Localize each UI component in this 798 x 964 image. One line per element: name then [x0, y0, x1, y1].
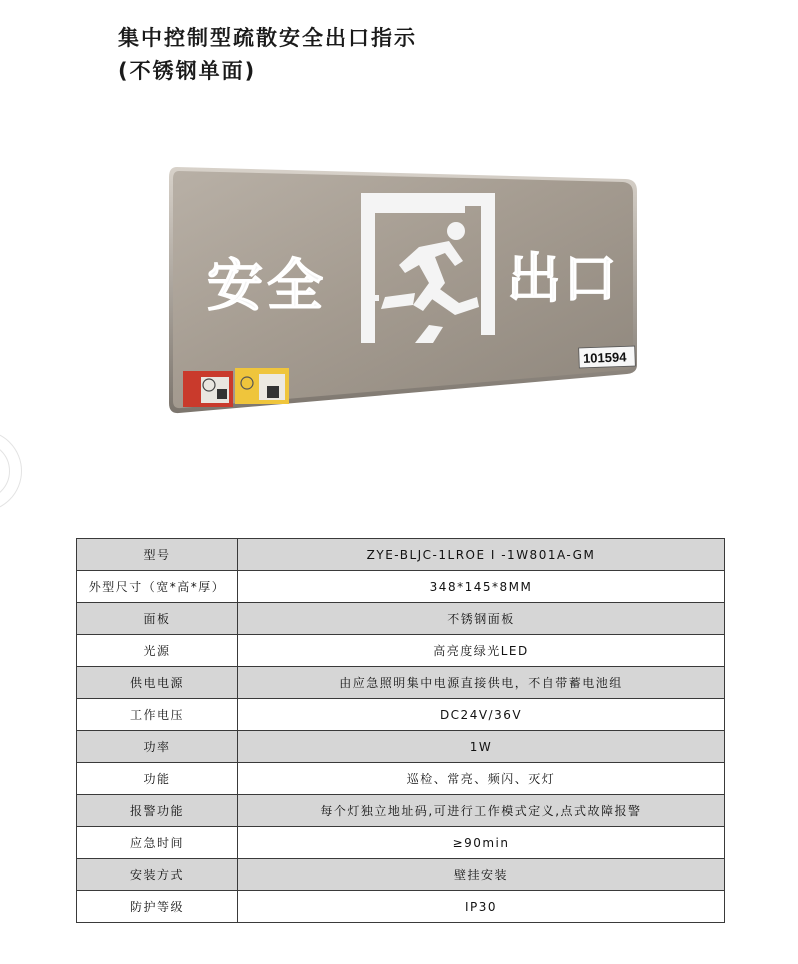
product-title: 集中控制型疏散安全出口指示	[118, 26, 417, 50]
product-subtitle: (不锈钢单面)	[118, 59, 257, 83]
spec-value: DC24V/36V	[238, 699, 725, 731]
spec-value: 巡检、常亮、频闪、灭灯	[238, 763, 725, 795]
spec-label: 功能	[77, 763, 238, 795]
table-row	[77, 699, 725, 731]
spec-label: 面板	[77, 603, 238, 635]
table-row	[77, 667, 725, 699]
spec-label: 光源	[77, 635, 238, 667]
sign-text-right: 出口	[507, 247, 619, 310]
spec-label: 报警功能	[77, 795, 238, 827]
spec-label: 外型尺寸（宽*高*厚）	[77, 571, 238, 603]
table-row	[77, 891, 725, 923]
spec-value: ZYE-BLJC-1LROE I -1W801A-GM	[238, 539, 725, 571]
spec-table	[76, 538, 725, 923]
spec-value: 1W	[238, 731, 725, 763]
table-row	[77, 731, 725, 763]
spec-value: ≥90min	[238, 827, 725, 859]
spec-label: 供电电源	[77, 667, 238, 699]
spec-label: 型号	[77, 539, 238, 571]
certification-badge-yellow	[235, 368, 289, 404]
spec-value: 壁挂安装	[238, 859, 725, 891]
certification-badge-red	[183, 371, 233, 407]
spec-value: 由应急照明集中电源直接供电，不自带蓄电池组	[238, 667, 725, 699]
table-row	[77, 539, 725, 571]
serial-number: 101594	[582, 349, 627, 366]
product-image	[167, 165, 637, 415]
spec-value: 不锈钢面板	[238, 603, 725, 635]
table-row	[77, 859, 725, 891]
spec-label: 防护等级	[77, 891, 238, 923]
table-row	[77, 571, 725, 603]
spec-label: 安装方式	[77, 859, 238, 891]
table-row	[77, 763, 725, 795]
sign-text-left: 安全	[207, 254, 327, 319]
spec-label: 功率	[77, 731, 238, 763]
spec-value: 高亮度绿光LED	[238, 635, 725, 667]
table-row	[77, 795, 725, 827]
table-row	[77, 603, 725, 635]
table-row	[77, 827, 725, 859]
spec-value: 每个灯独立地址码,可进行工作模式定义,点式故障报警	[238, 795, 725, 827]
spec-value: 348*145*8MM	[238, 571, 725, 603]
spec-label: 应急时间	[77, 827, 238, 859]
spec-value: IP30	[238, 891, 725, 923]
spec-label: 工作电压	[77, 699, 238, 731]
table-row	[77, 635, 725, 667]
